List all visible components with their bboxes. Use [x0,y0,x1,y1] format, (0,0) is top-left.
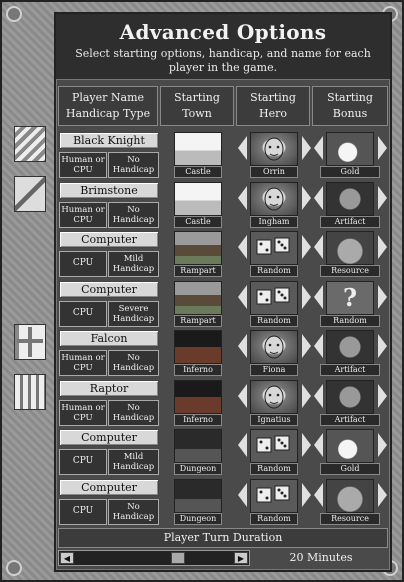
town-image[interactable] [174,182,222,216]
bonus-caption: Artifact [320,216,380,228]
town-image[interactable] [174,330,222,364]
bonus-right-arrow-icon[interactable] [378,483,387,507]
player-flag-icon[interactable] [14,126,46,162]
player-row [56,328,390,376]
advanced-options-panel [54,12,392,572]
bonus-image[interactable] [326,132,374,166]
town-image[interactable] [174,479,222,513]
player-flag-icon[interactable] [14,324,46,360]
hero-caption: Random [250,315,298,327]
bonus-left-arrow-icon[interactable] [314,483,323,507]
handicap-button[interactable]: Severe Handicap [108,301,159,327]
hero-caption: Fiona [250,364,298,376]
hero-left-arrow-icon[interactable] [238,433,247,457]
page-subtitle: Select starting options, handicap, and name for each player in the game. [75,47,371,74]
column-headers [56,86,390,128]
player-type-box: CPU [59,499,107,525]
player-name-button[interactable]: Computer [59,231,159,248]
bonus-right-arrow-icon[interactable] [378,235,387,259]
hero-left-arrow-icon[interactable] [238,186,247,210]
bonus-image[interactable] [326,429,374,463]
bonus-caption: Resource [320,265,380,277]
bonus-image[interactable] [326,182,374,216]
hero-portrait[interactable] [250,429,298,463]
player-row [56,427,390,475]
dice-icon [251,282,297,314]
col-player [58,86,158,126]
col-town-label: Starting [174,91,220,104]
bonus-caption: Artifact [320,414,380,426]
dice-icon [251,232,297,264]
handicap-button[interactable]: No Handicap [108,202,159,228]
hero-caption: Ignatius [250,414,298,426]
col-bonus-label: Starting [327,91,373,104]
hero-right-arrow-icon[interactable] [302,136,311,160]
player-name-button[interactable]: Black Knight [59,132,159,149]
col-player-label: Player Name [71,91,145,104]
bonus-left-arrow-icon[interactable] [314,433,323,457]
hero-left-arrow-icon[interactable] [238,334,247,358]
hero-right-arrow-icon[interactable] [302,483,311,507]
col-town [160,86,234,126]
handicap-button[interactable]: No Handicap [108,152,159,178]
hero-left-arrow-icon[interactable] [238,136,247,160]
hero-left-arrow-icon[interactable] [238,285,247,309]
town-caption: Rampart [174,265,222,277]
turn-duration-label: Player Turn Duration [58,528,388,548]
bonus-right-arrow-icon[interactable] [378,384,387,408]
handicap-button[interactable]: No Handicap [108,499,159,525]
town-caption: Dungeon [174,463,222,475]
hero-portrait[interactable] [250,231,298,265]
hero-face-icon [251,183,297,215]
town-caption: Dungeon [174,513,222,525]
hero-caption: Ingham [250,216,298,228]
corner-ornament-icon [6,6,22,22]
hero-portrait[interactable] [250,132,298,166]
bonus-left-arrow-icon[interactable] [314,235,323,259]
town-image[interactable] [174,380,222,414]
player-type-box: CPU [59,449,107,475]
town-caption: Castle [174,216,222,228]
hero-left-arrow-icon[interactable] [238,235,247,259]
town-image[interactable] [174,132,222,166]
player-name-button[interactable]: Computer [59,429,159,446]
player-type-box: Human or CPU [59,400,107,426]
bonus-left-arrow-icon[interactable] [314,285,323,309]
slider-left-icon[interactable]: ◀ [60,552,74,564]
turn-duration-slider[interactable] [58,550,250,566]
player-row [56,477,390,525]
hero-left-arrow-icon[interactable] [238,483,247,507]
player-type-box: CPU [59,301,107,327]
player-flag-icon[interactable] [14,374,46,410]
bonus-left-arrow-icon[interactable] [314,136,323,160]
hero-face-icon [251,331,297,363]
dice-icon [251,480,297,512]
handicap-button[interactable]: No Handicap [108,400,159,426]
player-row [56,229,390,277]
player-type-box: Human or CPU [59,350,107,376]
bonus-right-arrow-icon[interactable] [378,285,387,309]
bonus-image[interactable] [326,330,374,364]
slider-thumb[interactable] [171,552,185,564]
hero-right-arrow-icon[interactable] [302,235,311,259]
turn-duration-value: 20 Minutes [289,551,353,564]
col-town-label: Town [182,107,212,120]
handicap-button[interactable]: Mild Handicap [108,449,159,475]
bonus-left-arrow-icon[interactable] [314,186,323,210]
hero-caption: Orrin [250,166,298,178]
town-image[interactable] [174,281,222,315]
player-flag-icon[interactable] [14,176,46,212]
town-caption: Rampart [174,315,222,327]
footer [56,526,390,570]
hero-portrait[interactable] [250,281,298,315]
col-hero-label: Starting [250,91,296,104]
bonus-caption: Gold [320,166,380,178]
dice-icon [251,430,297,462]
col-hero [236,86,310,126]
player-type-box: CPU [59,251,107,277]
bonus-right-arrow-icon[interactable] [378,136,387,160]
bonus-right-arrow-icon[interactable] [378,186,387,210]
col-hero-label: Hero [259,107,287,120]
question-icon: ? [342,282,358,312]
town-caption: Inferno [174,364,222,376]
hero-caption: Random [250,265,298,277]
hero-portrait[interactable] [250,330,298,364]
player-row [56,279,390,327]
bonus-caption: Resource [320,513,380,525]
page-title: Advanced Options [119,20,327,44]
hero-right-arrow-icon[interactable] [302,433,311,457]
bonus-left-arrow-icon[interactable] [314,334,323,358]
bonus-image[interactable] [326,231,374,265]
player-row [56,180,390,228]
bonus-right-arrow-icon[interactable] [378,433,387,457]
hero-portrait[interactable] [250,380,298,414]
bonus-image[interactable] [326,281,374,315]
hero-face-icon [251,381,297,413]
hero-right-arrow-icon[interactable] [302,186,311,210]
handicap-button[interactable]: Mild Handicap [108,251,159,277]
col-bonus [312,86,388,126]
player-type-box: Human or CPU [59,152,107,178]
player-name-button[interactable]: Brimstone [59,182,159,199]
slider-right-icon[interactable]: ▶ [234,552,248,564]
bonus-caption: Artifact [320,364,380,376]
hero-right-arrow-icon[interactable] [302,384,311,408]
header [56,14,390,80]
hero-caption: Random [250,513,298,525]
bonus-image[interactable] [326,380,374,414]
hero-portrait[interactable] [250,182,298,216]
bonus-left-arrow-icon[interactable] [314,384,323,408]
bonus-right-arrow-icon[interactable] [378,334,387,358]
corner-ornament-icon [6,560,22,576]
bonus-caption: Gold [320,463,380,475]
player-type-box: Human or CPU [59,202,107,228]
hero-face-icon [251,133,297,165]
town-caption: Castle [174,166,222,178]
player-row [56,378,390,426]
hero-left-arrow-icon[interactable] [238,384,247,408]
player-name-button[interactable]: Computer [59,479,159,496]
handicap-button[interactable]: No Handicap [108,350,159,376]
player-row [56,130,390,178]
hero-portrait[interactable] [250,479,298,513]
hero-right-arrow-icon[interactable] [302,285,311,309]
player-name-button[interactable]: Raptor [59,380,159,397]
bonus-caption: Random [320,315,380,327]
player-name-button[interactable]: Falcon [59,330,159,347]
col-handicap-label: Handicap Type [65,107,151,120]
town-caption: Inferno [174,414,222,426]
town-image[interactable] [174,429,222,463]
bonus-image[interactable] [326,479,374,513]
player-name-button[interactable]: Computer [59,281,159,298]
hero-right-arrow-icon[interactable] [302,334,311,358]
town-image[interactable] [174,231,222,265]
col-bonus-label: Bonus [332,107,368,120]
hero-caption: Random [250,463,298,475]
